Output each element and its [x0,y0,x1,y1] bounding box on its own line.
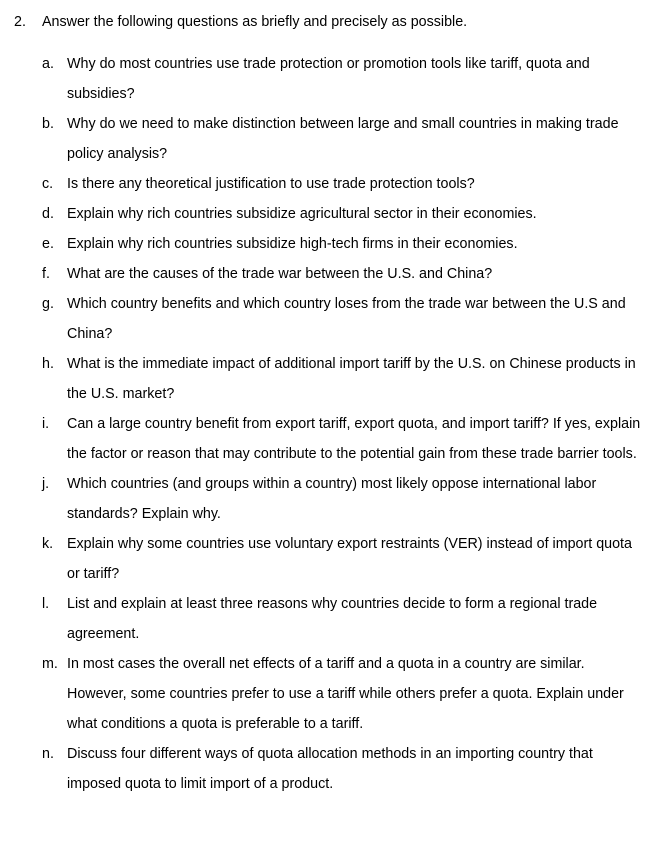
sub-question-item [0,469,666,529]
sub-question-text: Discuss four different ways of quota allocation methods in an importing country that imposed quota to limit import of a product. [67,746,593,792]
sub-question-item [0,229,666,259]
sub-question-letter: n. [42,746,54,762]
sub-question-letter: d. [42,206,54,222]
sub-question-item [0,259,666,289]
sub-question-letter: g. [42,296,54,312]
sub-question-item [0,199,666,229]
sub-question-letter: m. [42,656,58,672]
sub-question-text: Explain why rich countries subsidize agricultural sector in their economies. [67,206,537,222]
sub-question-item [0,589,666,649]
sub-question-text: What are the causes of the trade war between the U.S. and China? [67,266,493,282]
sub-question-text: Explain why rich countries subsidize high-tech firms in their economies. [67,236,518,252]
question-number: 2. [14,14,26,30]
sub-question-text: In most cases the overall net effects of a tariff and a quota in a country are similar. However, some countries prefer to use a tariff while others prefer a quota. Explain under what conditions a quota is preferable to a tariff. [67,656,624,732]
sub-question-item [0,409,666,469]
sub-question-text: Which countries (and groups within a country) most likely oppose international labor standards? Explain why. [67,476,597,522]
sub-question-letter: i. [42,416,50,432]
sub-question-list [0,49,666,799]
sub-question-letter: f. [42,266,50,282]
sub-question-letter: h. [42,356,54,372]
question-heading [14,10,467,34]
sub-question-item [0,169,666,199]
sub-question-text: List and explain at least three reasons why countries decide to form a regional trade agreement. [67,596,598,642]
sub-question-text: Can a large country benefit from export tariff, export quota, and import tariff? If yes, explain the factor or reason that may contribute to the potential gain from these trade barrier tools. [67,416,641,462]
question-instruction: Answer the following questions as briefly and precisely as possible. [42,14,468,30]
sub-question-letter: l. [42,596,50,612]
sub-question-item [0,349,666,409]
sub-question-item [0,649,666,739]
sub-question-text: Why do we need to make distinction between large and small countries in making trade policy analysis? [67,116,619,162]
sub-question-letter: c. [42,176,54,192]
sub-question-text: Why do most countries use trade protection or promotion tools like tariff, quota and subsidies? [67,56,590,102]
sub-question-letter: j. [42,476,50,492]
sub-question-item [0,109,666,169]
sub-question-item [0,529,666,589]
sub-question-text: Is there any theoretical justification to use trade protection tools? [67,176,475,192]
sub-question-item [0,49,666,109]
sub-question-item [0,289,666,349]
sub-question-letter: e. [42,236,54,252]
sub-question-letter: a. [42,56,54,72]
sub-question-item [0,739,666,799]
sub-question-text: What is the immediate impact of additional import tariff by the U.S. on Chinese products in the U.S. market? [67,356,636,402]
sub-question-text: Explain why some countries use voluntary export restraints (VER) instead of import quota or tariff? [67,536,632,582]
sub-question-letter: b. [42,116,54,132]
sub-question-letter: k. [42,536,54,552]
sub-question-text: Which country benefits and which country loses from the trade war between the U.S and China? [67,296,626,342]
